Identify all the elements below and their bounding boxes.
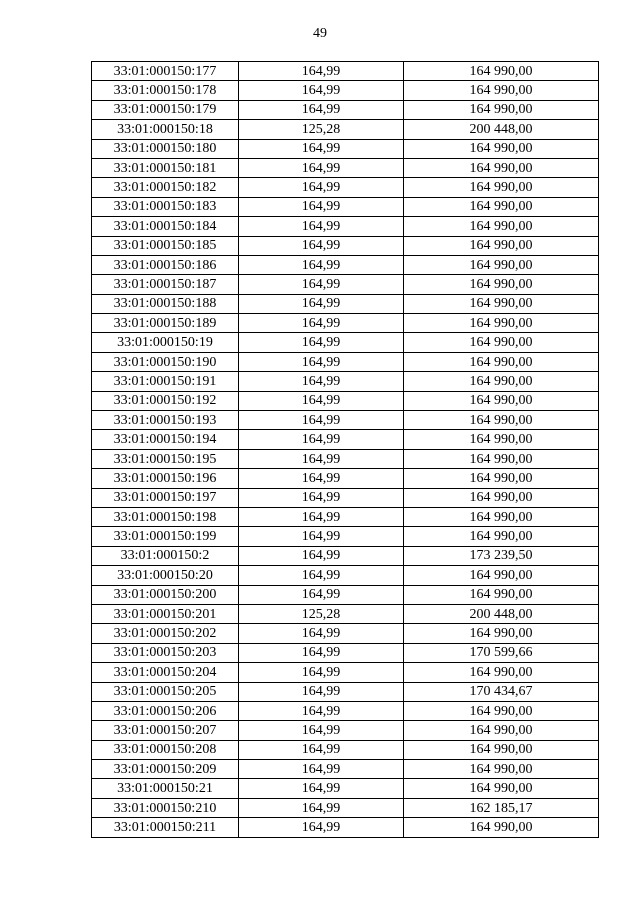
value-cell: 164 990,00 [404,740,599,759]
cadastral-number-cell: 33:01:000150:193 [92,411,239,430]
value-cell: 164 990,00 [404,566,599,585]
value-cell: 164 990,00 [404,721,599,740]
cadastral-number-cell: 33:01:000150:177 [92,62,239,81]
area-cell: 164,99 [239,255,404,274]
area-cell: 164,99 [239,546,404,565]
table-row [92,469,599,488]
value-cell: 164 990,00 [404,527,599,546]
value-cell: 164 990,00 [404,488,599,507]
table-row [92,81,599,100]
table-row [92,352,599,371]
area-cell: 164,99 [239,178,404,197]
table-row [92,721,599,740]
cadastral-number-cell: 33:01:000150:178 [92,81,239,100]
area-cell: 164,99 [239,236,404,255]
area-cell: 164,99 [239,449,404,468]
table-row [92,527,599,546]
value-cell: 164 990,00 [404,62,599,81]
value-cell: 164 990,00 [404,255,599,274]
value-cell: 200 448,00 [404,604,599,623]
value-cell: 164 990,00 [404,779,599,798]
area-cell: 164,99 [239,430,404,449]
page-number: 49 [313,26,327,41]
area-cell: 125,28 [239,120,404,139]
area-cell: 164,99 [239,100,404,119]
table-row [92,255,599,274]
value-cell: 164 990,00 [404,236,599,255]
table-row [92,120,599,139]
cadastral-number-cell: 33:01:000150:192 [92,391,239,410]
area-cell: 164,99 [239,624,404,643]
cadastral-number-cell: 33:01:000150:19 [92,333,239,352]
area-cell: 164,99 [239,507,404,526]
cadastral-number-cell: 33:01:000150:210 [92,798,239,817]
cadastral-number-cell: 33:01:000150:199 [92,527,239,546]
value-cell: 173 239,50 [404,546,599,565]
value-cell: 164 990,00 [404,100,599,119]
table-row [92,411,599,430]
value-cell: 164 990,00 [404,178,599,197]
area-cell: 164,99 [239,158,404,177]
area-cell: 164,99 [239,197,404,216]
area-cell: 164,99 [239,139,404,158]
area-cell: 164,99 [239,333,404,352]
table-row [92,449,599,468]
area-cell: 164,99 [239,411,404,430]
table-row [92,798,599,817]
table-row [92,604,599,623]
table-row [92,391,599,410]
cadastral-number-cell: 33:01:000150:181 [92,158,239,177]
table-row [92,779,599,798]
value-cell: 164 990,00 [404,275,599,294]
cadastral-number-cell: 33:01:000150:200 [92,585,239,604]
value-cell: 164 990,00 [404,294,599,313]
cadastral-number-cell: 33:01:000150:20 [92,566,239,585]
cadastral-number-cell: 33:01:000150:211 [92,818,239,837]
cadastral-number-cell: 33:01:000150:180 [92,139,239,158]
area-cell: 164,99 [239,217,404,236]
table-row [92,430,599,449]
area-cell: 164,99 [239,391,404,410]
cadastral-number-cell: 33:01:000150:185 [92,236,239,255]
table-row [92,294,599,313]
value-cell: 164 990,00 [404,760,599,779]
cadastral-number-cell: 33:01:000150:179 [92,100,239,119]
area-cell: 164,99 [239,469,404,488]
area-cell: 164,99 [239,818,404,837]
area-cell: 164,99 [239,352,404,371]
area-cell: 164,99 [239,294,404,313]
table-row [92,546,599,565]
value-cell: 170 434,67 [404,682,599,701]
area-cell: 125,28 [239,604,404,623]
cadastral-number-cell: 33:01:000150:194 [92,430,239,449]
value-cell: 164 990,00 [404,352,599,371]
area-cell: 164,99 [239,643,404,662]
table-row [92,236,599,255]
cadastral-number-cell: 33:01:000150:195 [92,449,239,468]
area-cell: 164,99 [239,81,404,100]
table-row [92,760,599,779]
area-cell: 164,99 [239,275,404,294]
table-row [92,740,599,759]
value-cell: 200 448,00 [404,120,599,139]
table-row [92,585,599,604]
cadastral-number-cell: 33:01:000150:187 [92,275,239,294]
area-cell: 164,99 [239,682,404,701]
cadastral-number-cell: 33:01:000150:203 [92,643,239,662]
cadastral-number-cell: 33:01:000150:191 [92,372,239,391]
value-cell: 164 990,00 [404,585,599,604]
value-cell: 164 990,00 [404,217,599,236]
cadastral-number-cell: 33:01:000150:21 [92,779,239,798]
table-row [92,566,599,585]
cadastral-number-cell: 33:01:000150:198 [92,507,239,526]
value-cell: 164 990,00 [404,701,599,720]
value-cell: 164 990,00 [404,430,599,449]
cadastre-table [91,61,599,838]
table-row [92,217,599,236]
cadastral-number-cell: 33:01:000150:205 [92,682,239,701]
table-row [92,62,599,81]
area-cell: 164,99 [239,527,404,546]
table-row [92,663,599,682]
area-cell: 164,99 [239,663,404,682]
cadastral-number-cell: 33:01:000150:190 [92,352,239,371]
cadastral-number-cell: 33:01:000150:196 [92,469,239,488]
area-cell: 164,99 [239,566,404,585]
table-row [92,818,599,837]
area-cell: 164,99 [239,585,404,604]
area-cell: 164,99 [239,488,404,507]
value-cell: 164 990,00 [404,818,599,837]
value-cell: 164 990,00 [404,139,599,158]
area-cell: 164,99 [239,701,404,720]
cadastral-number-cell: 33:01:000150:186 [92,255,239,274]
area-cell: 164,99 [239,779,404,798]
cadastral-number-cell: 33:01:000150:188 [92,294,239,313]
table-row [92,624,599,643]
table-row [92,643,599,662]
cadastral-number-cell: 33:01:000150:209 [92,760,239,779]
value-cell: 170 599,66 [404,643,599,662]
cadastral-number-cell: 33:01:000150:18 [92,120,239,139]
value-cell: 164 990,00 [404,372,599,391]
table-row [92,682,599,701]
table-row [92,100,599,119]
cadastral-number-cell: 33:01:000150:207 [92,721,239,740]
cadastral-number-cell: 33:01:000150:197 [92,488,239,507]
cadastral-number-cell: 33:01:000150:201 [92,604,239,623]
value-cell: 164 990,00 [404,663,599,682]
cadastral-number-cell: 33:01:000150:182 [92,178,239,197]
table-row [92,488,599,507]
cadastral-number-cell: 33:01:000150:208 [92,740,239,759]
cadastral-number-cell: 33:01:000150:183 [92,197,239,216]
table-row [92,197,599,216]
value-cell: 164 990,00 [404,81,599,100]
cadastral-number-cell: 33:01:000150:204 [92,663,239,682]
value-cell: 162 185,17 [404,798,599,817]
value-cell: 164 990,00 [404,158,599,177]
table-row [92,314,599,333]
area-cell: 164,99 [239,798,404,817]
table-row [92,333,599,352]
area-cell: 164,99 [239,760,404,779]
table-row [92,139,599,158]
table-row [92,701,599,720]
value-cell: 164 990,00 [404,197,599,216]
table-row [92,275,599,294]
table-row [92,507,599,526]
area-cell: 164,99 [239,721,404,740]
value-cell: 164 990,00 [404,449,599,468]
table-row [92,372,599,391]
cadastral-number-cell: 33:01:000150:2 [92,546,239,565]
area-cell: 164,99 [239,372,404,391]
cadastral-number-cell: 33:01:000150:184 [92,217,239,236]
cadastral-number-cell: 33:01:000150:202 [92,624,239,643]
value-cell: 164 990,00 [404,333,599,352]
value-cell: 164 990,00 [404,411,599,430]
area-cell: 164,99 [239,740,404,759]
table-body [92,62,599,838]
cadastral-number-cell: 33:01:000150:206 [92,701,239,720]
value-cell: 164 990,00 [404,507,599,526]
value-cell: 164 990,00 [404,391,599,410]
value-cell: 164 990,00 [404,469,599,488]
cadastral-number-cell: 33:01:000150:189 [92,314,239,333]
area-cell: 164,99 [239,314,404,333]
value-cell: 164 990,00 [404,314,599,333]
table-row [92,178,599,197]
area-cell: 164,99 [239,62,404,81]
table-row [92,158,599,177]
value-cell: 164 990,00 [404,624,599,643]
